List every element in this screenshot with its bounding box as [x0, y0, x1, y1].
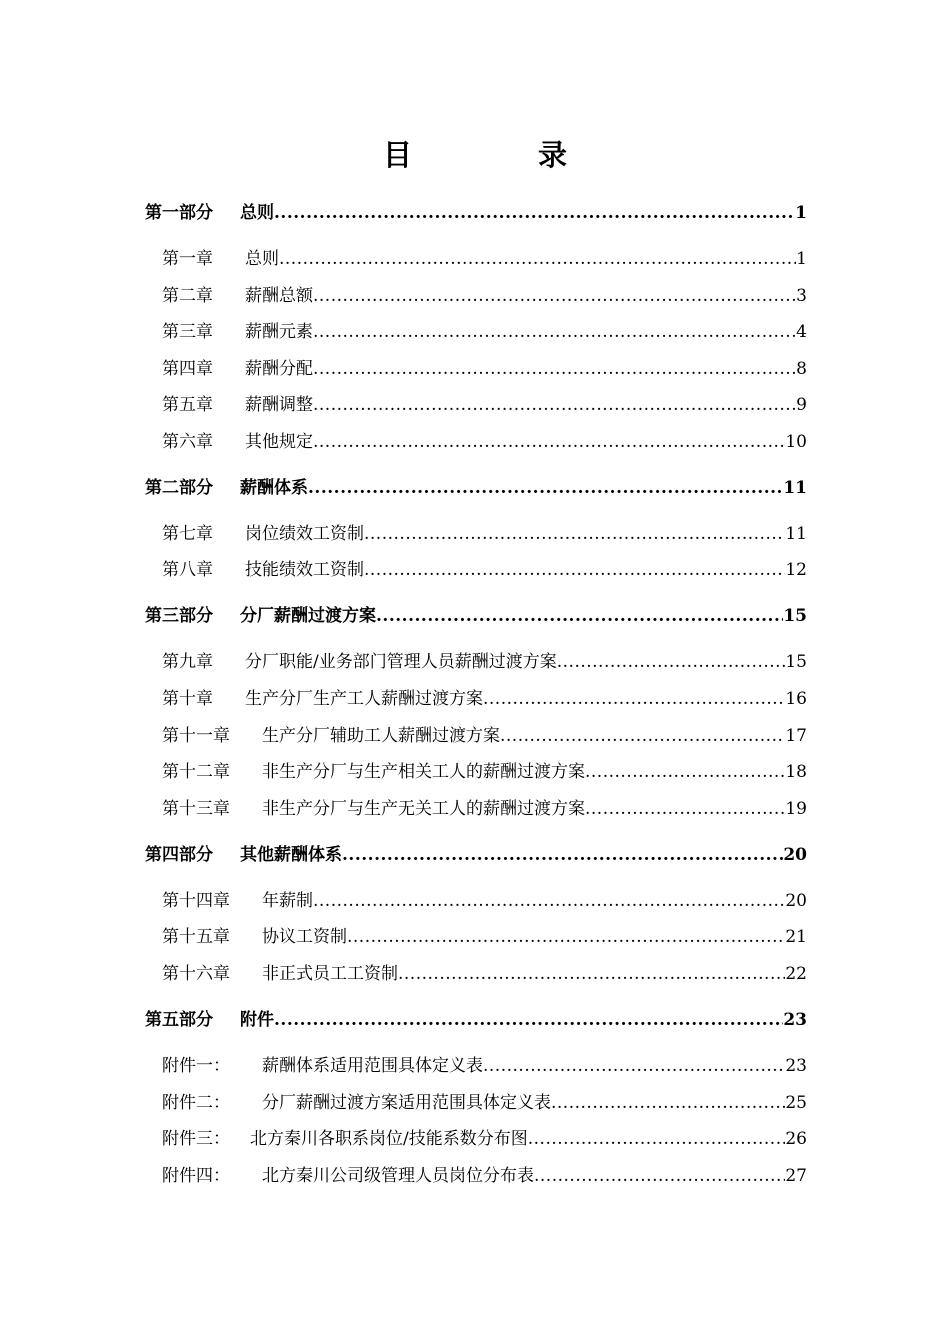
toc-label: 第十六章 — [162, 964, 230, 984]
toc-part-5[interactable] — [145, 1007, 807, 1033]
toc-text: 其他规定 — [245, 432, 313, 452]
toc-chapter-14[interactable] — [162, 888, 807, 914]
toc-text: 分厂薪酬过渡方案 — [240, 606, 376, 626]
toc-page: 10 — [785, 432, 807, 452]
toc-label: 附件一： — [162, 1056, 230, 1076]
dot-leader — [364, 557, 785, 583]
dot-leader — [551, 1090, 785, 1116]
toc-part-3[interactable] — [145, 603, 807, 629]
toc-text: 薪酬总额 — [245, 286, 313, 306]
dot-leader — [534, 1163, 785, 1189]
dot-leader — [398, 961, 785, 987]
toc-chapter-5[interactable] — [162, 392, 807, 418]
toc-part-2[interactable] — [145, 475, 807, 501]
dot-leader — [313, 283, 796, 309]
dot-leader — [342, 842, 783, 868]
toc-page: 19 — [785, 799, 807, 819]
toc-text: 岗位绩效工资制 — [245, 524, 364, 544]
toc-label: 附件二： — [162, 1093, 230, 1113]
toc-text: 协议工资制 — [262, 927, 347, 947]
toc-label: 第十三章 — [162, 799, 230, 819]
dot-leader — [313, 429, 785, 455]
toc-label: 第三章 — [162, 322, 213, 342]
toc-part-1[interactable] — [145, 200, 807, 226]
toc-label: 第九章 — [162, 652, 213, 672]
toc-text: 非生产分厂与生产无关工人的薪酬过渡方案 — [262, 799, 585, 819]
toc-page: 23 — [783, 1010, 807, 1030]
dot-leader — [313, 356, 796, 382]
toc-page: 8 — [796, 359, 807, 379]
toc-label: 第十二章 — [162, 762, 230, 782]
toc-appendix-4[interactable] — [162, 1163, 807, 1189]
toc-chapter-8[interactable] — [162, 557, 807, 583]
toc-label: 第一部分 — [145, 203, 213, 223]
toc-label: 第四章 — [162, 359, 213, 379]
toc-chapter-3[interactable] — [162, 319, 807, 345]
toc-label: 附件四： — [162, 1166, 230, 1186]
dot-leader — [500, 723, 785, 749]
dot-leader — [585, 759, 785, 785]
dot-leader — [313, 319, 796, 345]
toc-text: 总则 — [245, 249, 279, 269]
dot-leader — [364, 521, 785, 547]
dot-leader — [347, 924, 785, 950]
dot-leader — [376, 603, 783, 629]
dot-leader — [557, 649, 786, 675]
dot-leader — [279, 246, 796, 272]
toc-page: 9 — [796, 395, 807, 415]
toc-chapter-11[interactable] — [162, 723, 807, 749]
dot-leader — [528, 1126, 786, 1152]
toc-label: 第十四章 — [162, 891, 230, 911]
toc-text: 非生产分厂与生产相关工人的薪酬过渡方案 — [262, 762, 585, 782]
toc-page: 20 — [783, 845, 807, 865]
toc-text: 薪酬元素 — [245, 322, 313, 342]
toc-text: 技能绩效工资制 — [245, 560, 364, 580]
dot-leader — [313, 888, 785, 914]
toc-page: 26 — [785, 1129, 807, 1149]
toc-page: 11 — [785, 524, 807, 544]
toc-text: 分厂职能/业务部门管理人员薪酬过渡方案 — [245, 652, 557, 672]
toc-label: 第七章 — [162, 524, 213, 544]
toc-label: 第六章 — [162, 432, 213, 452]
toc-chapter-4[interactable] — [162, 356, 807, 382]
toc-text: 薪酬调整 — [245, 395, 313, 415]
toc-page: 11 — [783, 478, 807, 498]
toc-page: 25 — [785, 1093, 807, 1113]
toc-text: 总则 — [240, 203, 274, 223]
toc-chapter-13[interactable] — [162, 796, 807, 822]
toc-text: 年薪制 — [262, 891, 313, 911]
dot-leader — [585, 796, 785, 822]
toc-label: 第十一章 — [162, 726, 230, 746]
toc-text: 分厂薪酬过渡方案适用范围具体定义表 — [262, 1093, 551, 1113]
toc-text: 薪酬体系 — [240, 478, 308, 498]
toc-text: 薪酬体系适用范围具体定义表 — [262, 1056, 483, 1076]
toc-page: 16 — [785, 689, 807, 709]
toc-label: 第八章 — [162, 560, 213, 580]
toc-page: 21 — [785, 927, 807, 947]
dot-leader — [274, 1007, 783, 1033]
toc-chapter-9[interactable] — [162, 649, 807, 675]
toc-chapter-6[interactable] — [162, 429, 807, 455]
toc-label: 第二部分 — [145, 478, 213, 498]
toc-page: 17 — [785, 726, 807, 746]
toc-label: 第二章 — [162, 286, 213, 306]
toc-text: 北方秦川公司级管理人员岗位分布表 — [262, 1166, 534, 1186]
toc-text: 其他薪酬体系 — [240, 845, 342, 865]
toc-page: 4 — [796, 322, 807, 342]
toc-label: 第一章 — [162, 249, 213, 269]
toc-text: 非正式员工工资制 — [262, 964, 398, 984]
dot-leader — [313, 392, 796, 418]
toc-page: 1 — [795, 203, 807, 223]
toc-page: 15 — [783, 606, 807, 626]
toc-page: 12 — [785, 560, 807, 580]
toc-page: 22 — [785, 964, 807, 984]
toc-page: 3 — [796, 286, 807, 306]
toc-appendix-1[interactable] — [162, 1053, 807, 1079]
toc-text: 附件 — [240, 1010, 274, 1030]
toc-page: 18 — [785, 762, 807, 782]
toc-page: 27 — [785, 1166, 807, 1186]
toc-chapter-7[interactable] — [162, 521, 807, 547]
toc-part-4[interactable] — [145, 842, 807, 868]
toc-label: 第五部分 — [145, 1010, 213, 1030]
toc-text: 北方秦川各职系岗位/技能系数分布图 — [250, 1129, 528, 1149]
dot-leader — [308, 475, 783, 501]
toc-text: 生产分厂生产工人薪酬过渡方案 — [245, 689, 483, 709]
dot-leader — [483, 686, 785, 712]
toc-label: 第五章 — [162, 395, 213, 415]
toc-label: 附件三： — [162, 1129, 230, 1149]
toc-label: 第十章 — [162, 689, 213, 709]
toc-label: 第四部分 — [145, 845, 213, 865]
toc-chapter-2[interactable] — [162, 283, 807, 309]
toc-label: 第三部分 — [145, 606, 213, 626]
toc-text: 生产分厂辅助工人薪酬过渡方案 — [262, 726, 500, 746]
toc-chapter-15[interactable] — [162, 924, 807, 950]
toc-page: 15 — [785, 652, 807, 672]
toc-page: 20 — [785, 891, 807, 911]
toc-page: 23 — [785, 1056, 807, 1076]
toc-page: 1 — [796, 249, 807, 269]
toc-chapter-1[interactable] — [162, 246, 807, 272]
toc-chapter-16[interactable] — [162, 961, 807, 987]
dot-leader — [483, 1053, 785, 1079]
toc-appendix-2[interactable] — [162, 1090, 807, 1116]
toc-chapter-10[interactable] — [162, 686, 807, 712]
toc-chapter-12[interactable] — [162, 759, 807, 785]
toc-text: 薪酬分配 — [245, 359, 313, 379]
toc-label: 第十五章 — [162, 927, 230, 947]
page-title: 目 录 — [382, 138, 626, 172]
dot-leader — [274, 200, 795, 226]
toc-appendix-3[interactable] — [162, 1126, 807, 1152]
